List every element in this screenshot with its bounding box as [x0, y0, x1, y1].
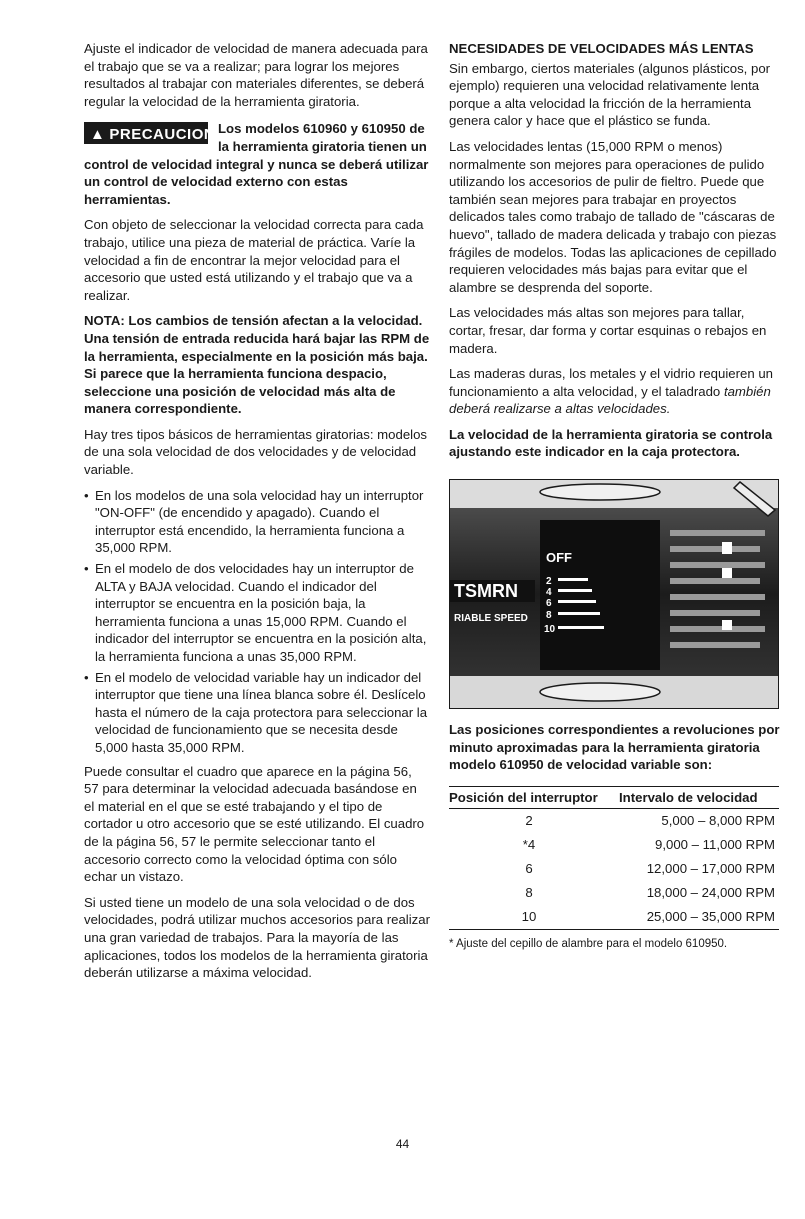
section-heading: NECESIDADES DE VELOCIDADES MÁS LENTAS	[449, 41, 754, 56]
speed-mark: 10	[544, 624, 556, 636]
right-column	[449, 40, 783, 954]
hard-materials-text: Las maderas duras, los metales y el vidrio requieren un funcionamiento a alta velocidad, y el taladrado	[449, 366, 773, 399]
max-speed-paragraph: Si usted tiene un modelo de una sola velocidad o de dos velocidades, podrá utilizar muchos accesorios para realizar una gran variedad de trabajos. Para la mayoría de las aplicaciones, todos los modelos de la herramienta giratoria deberán utilizarse a máxima velocidad.	[84, 894, 430, 981]
list-item: • En el modelo de dos velocidades hay un interruptor de ALTA y BAJA velocidad. Cuando el indicador del interruptor se encuentra en la posición baja, la herramienta funciona a unas 15,000 RPM. Cuando el indicador del interruptor se encuentra en la posición alta, la herramienta funciona a unas 35,000 RPM.	[84, 560, 430, 666]
chart-reference-paragraph: Puede consultar el cuadro que aparece en la página 56, 57 para determinar la velocidad adecuada basándose en el material en el que se esté trabajando y el tipo de cortador u otro accesorio que se esté utilizando. El cuadro de la página 56, 57 le permite seleccionar tanto el accesorio correcto como la velocidad óptima con sólo echar un vistazo.	[84, 763, 425, 885]
table-row	[449, 857, 779, 881]
caution-badge-label: PRECAUCION	[109, 126, 216, 144]
tool-speed-dial-photo	[449, 479, 779, 709]
table-footnote: * Ajuste del cepillo de alambre para el modelo 610950.	[449, 938, 728, 951]
range-cell: 18,000 – 24,000 RPM	[646, 885, 775, 901]
table-row	[449, 833, 779, 857]
off-label: OFF	[546, 550, 572, 566]
column-header-position: Posición del interruptor	[449, 786, 609, 809]
page-number: 44	[395, 1137, 410, 1151]
hard-materials-italic: también deberá realizarse a altas velocidades.	[449, 383, 771, 417]
slow-speeds-paragraph: Las velocidades lentas (15,000 RPM o menos) normalmente son mejores para operaciones de pulido utilizando los accesorios de pulir de fieltro. Puede que también sean mejores para trabajar en proyectos delicados tales como trabajo de tallado de "cáscaras de huevo", tallado de madera delicada y trabajo con piezas frágiles de modelos. Todas las aplicaciones de cepillado requieren velocidades más bajas para evitar que el alambre se desprenda del soporte.	[449, 138, 777, 295]
caution-block	[84, 120, 430, 208]
practice-paragraph: Con objeto de seleccionar la velocidad correcta para cada trabajo, utilice una pieza de material de práctica. Varíe la velocidad a fin de encontrar la mejor velocidad para el accesorio que usted está utilizando y el trabajo que va a realizar.	[84, 217, 424, 303]
left-column	[84, 40, 430, 990]
tool-types-paragraph: Hay tres tipos básicos de herramientas giratorias: modelos de una sola velocidad de dos velocidades y de velocidad variable.	[84, 426, 428, 478]
caution-text: Los modelos 610960 y 610950 de la herramienta giratoria tienen un control de velocidad integral y nunca se deberá utilizar un control de velocidad externo con estas herramientas.	[84, 121, 429, 207]
list-item: • En los modelos de una sola velocidad hay un interruptor "ON-OFF" (de encendido y apagado). Cuando el interruptor está encendido, la herramienta funciona a 35,000 RPM.	[84, 487, 430, 557]
speed-mark: 4	[546, 587, 552, 599]
list-item: • En el modelo de velocidad variable hay un indicador del interruptor que tiene una línea blanca sobre él. Deslícelo hasta el número de la caja protectora para seleccionar la velocidad de funcionamiento que se necesita desde 5,000 hasta 35,000 RPM.	[84, 669, 430, 757]
tool-types-list	[84, 487, 430, 757]
speed-dial-housing	[540, 520, 660, 670]
variable-speed-text: RIABLE SPEED	[454, 613, 528, 625]
table-caption: Las posiciones correspondientes a revoluciones por minuto aproximadas para la herramienta giratoria modelo 610950 de velocidad variable son:	[449, 722, 780, 773]
brand-text: TSMRN	[454, 581, 518, 602]
caution-badge	[84, 122, 216, 144]
hard-materials-paragraph	[449, 365, 783, 418]
range-cell: 25,000 – 35,000 RPM	[609, 905, 779, 930]
plastics-paragraph: Sin embargo, ciertos materiales (algunos plásticos, por ejemplo) requieren una velocidad relativamente lenta porque a alta velocidad la fricción de la herramienta genera calor y hace que el plástico se funda.	[449, 60, 771, 129]
speed-mark: 8	[546, 610, 552, 622]
warning-triangle-icon: ▲	[90, 126, 106, 144]
position-cell: 10	[449, 905, 609, 930]
speed-mark: 2	[546, 576, 552, 588]
table-row	[449, 809, 779, 834]
voltage-note: NOTA: Los cambios de tensión afectan a la velocidad. Una tensión de entrada reducida hará bajar las RPM de la herramienta, especialmente en la posición más baja. Si parece que la herramienta funciona despacio, seleccione una posición de velocidad más alta de manera correspondiente.	[84, 313, 430, 417]
table-row	[449, 905, 779, 930]
top-slot	[540, 484, 660, 500]
rotary-tool-illustration	[450, 480, 778, 708]
speed-mark: 6	[546, 598, 552, 610]
intro-paragraph: Ajuste el indicador de velocidad de manera adecuada para el trabajo que se va a realizar; para lograr los mejores resultados al trabajar con materiales diferentes, se deberá regular la velocidad de la herramienta giratoria.	[84, 41, 428, 109]
table-header-row	[449, 786, 779, 809]
position-cell: 2	[525, 813, 533, 829]
position-cell: *4	[522, 837, 536, 853]
position-cell: 6	[525, 861, 533, 877]
position-cell: 8	[525, 885, 533, 901]
bottom-slot	[540, 683, 660, 701]
column-header-range: Intervalo de velocidad	[609, 786, 779, 809]
range-cell: 12,000 – 17,000 RPM	[646, 861, 775, 877]
range-cell: 5,000 – 8,000 RPM	[661, 813, 775, 829]
high-speeds-paragraph: Las velocidades más altas son mejores para tallar, cortar, fresar, dar forma y cortar esquinas o rebajos en madera.	[449, 305, 767, 356]
table-row	[449, 881, 779, 905]
speed-table	[449, 786, 779, 931]
range-cell: 9,000 – 11,000 RPM	[655, 837, 775, 853]
speed-control-note: La velocidad de la herramienta giratoria se controla ajustando este indicador en la caja protectora.	[449, 426, 773, 460]
